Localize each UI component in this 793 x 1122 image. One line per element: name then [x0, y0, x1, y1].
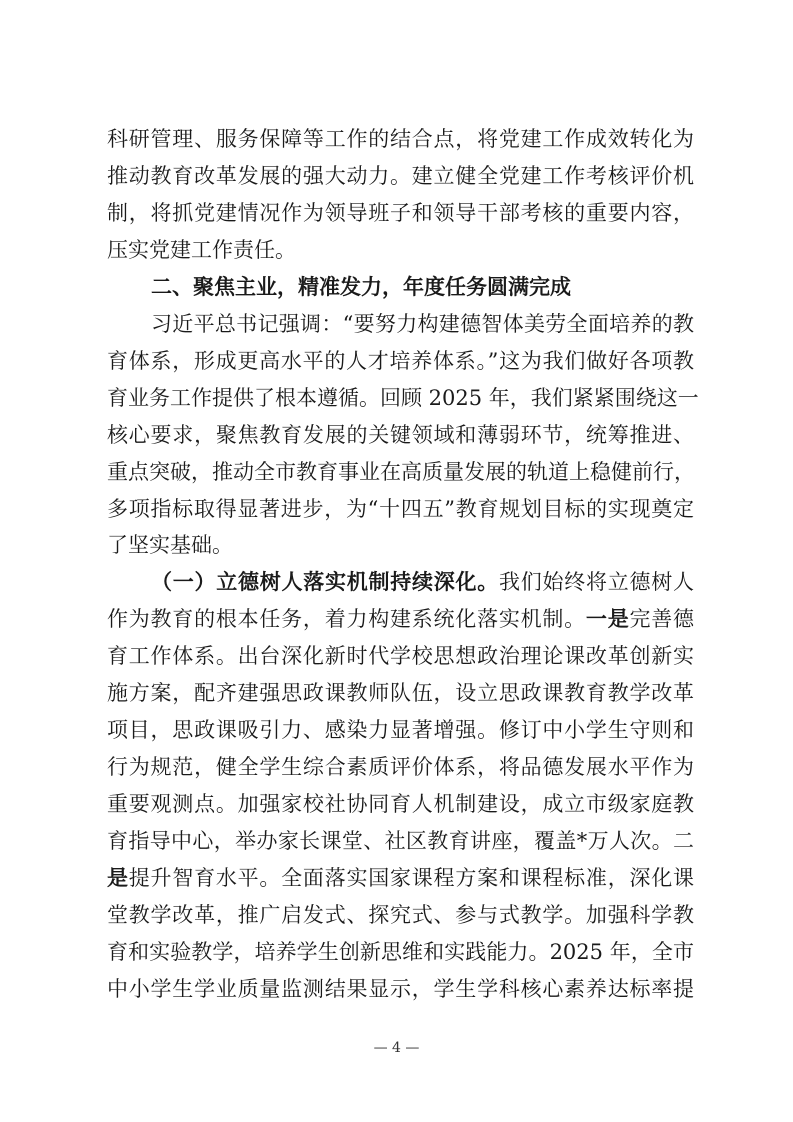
text-line: [107, 380, 699, 417]
text-run: 中小学生学业质量监测结果显示，学生学科核心素养达标率提: [107, 976, 694, 1001]
text-run: 育工作体系。出台深化新时代学校思想政治理论课改革创新实: [107, 644, 694, 669]
text-line: [107, 121, 694, 158]
text-line: [107, 564, 694, 601]
text-line: [107, 712, 694, 749]
text-line: [107, 306, 694, 343]
text-run: 压实党建工作责任。: [107, 237, 296, 262]
text-run: 育和实验教学，培养学生创新思维和实践能力。2025 年，全市: [107, 939, 694, 964]
text-run: 项目，思政课吸引力、感染力显著增强。修订中小学生守则和: [107, 718, 694, 743]
text-run: 行为规范，健全学生综合素质评价体系，将品德发展水平作为: [107, 755, 694, 780]
text-run: 堂教学改革，推广启发式、探究式、参与式教学。加强科学教: [107, 903, 694, 928]
text-line: [107, 158, 694, 195]
text-line: [107, 786, 694, 823]
paragraph: [107, 306, 699, 565]
text-line: [107, 491, 694, 528]
text-run: 制，将抓党建情况作为领导班子和领导干部考核的重要内容，: [107, 200, 694, 225]
text-run: 核心要求，聚焦教育发展的关键领域和薄弱环节，统筹推进、: [107, 422, 694, 447]
text-run: 我们始终将立德树人: [499, 570, 694, 595]
text-line: [107, 897, 694, 934]
text-line: [107, 269, 694, 306]
bold-text: （一）立德树人落实机制持续深化。: [151, 569, 499, 595]
text-line: [107, 195, 694, 232]
text-run: 多项指标取得显著进步，为“十四五”教育规划目标的实现奠定: [107, 496, 694, 521]
text-line: [107, 417, 694, 454]
text-line: [107, 232, 694, 269]
text-line: [107, 343, 694, 380]
text-run: 了坚实基础。: [107, 533, 233, 558]
text-run: 育业务工作提供了根本遵循。回顾 2025 年，我们紧紧围绕这一: [107, 385, 699, 410]
text-line: [107, 934, 694, 971]
text-line: [107, 675, 694, 712]
text-line: [107, 601, 694, 638]
paragraph: [107, 121, 694, 269]
text-run: 提升智育水平。全面落实国家课程方案和课程标准，深化课: [128, 866, 695, 891]
text-run: 重点突破，推动全市教育事业在高质量发展的轨道上稳健前行，: [107, 459, 695, 484]
text-run: 推动教育改革发展的强大动力。建立健全党建工作考核评价机: [107, 163, 694, 188]
page-number: — 4 —: [373, 1040, 420, 1056]
bold-text: 一是: [585, 606, 630, 632]
text-line: [107, 454, 694, 491]
text-line: [107, 527, 694, 564]
text-line: [107, 749, 694, 786]
text-run: 施方案，配齐建强思政课教师队伍，设立思政课教育教学改革: [107, 681, 694, 706]
text-line: [107, 823, 694, 860]
bold-text: 二、聚焦主业，精准发力，年度任务圆满完成: [151, 273, 571, 299]
text-run: 重要观测点。加强家校社协同育人机制建设，成立市级家庭教: [107, 792, 694, 817]
text-run: 育体系，形成更高水平的人才培养体系。”这为我们做好各项教: [107, 348, 694, 373]
text-line: [107, 971, 694, 1008]
text-run: 习近平总书记强调：“要努力构建德智体美劳全面培养的教: [151, 311, 694, 336]
text-run: 完善德: [629, 607, 695, 632]
bold-text: 是: [107, 865, 129, 891]
document-body: [107, 121, 699, 1008]
text-run: 作为教育的根本任务，着力构建系统化落实机制。: [107, 607, 586, 632]
paragraph: [107, 564, 694, 1007]
text-run: 育指导中心，举办家长课堂、社区教育讲座，覆盖*万人次。二: [107, 829, 694, 854]
section-heading: [107, 269, 694, 306]
text-line: [107, 860, 694, 897]
text-run: 科研管理、服务保障等工作的结合点，将党建工作成效转化为: [107, 127, 694, 151]
text-line: [107, 638, 694, 675]
